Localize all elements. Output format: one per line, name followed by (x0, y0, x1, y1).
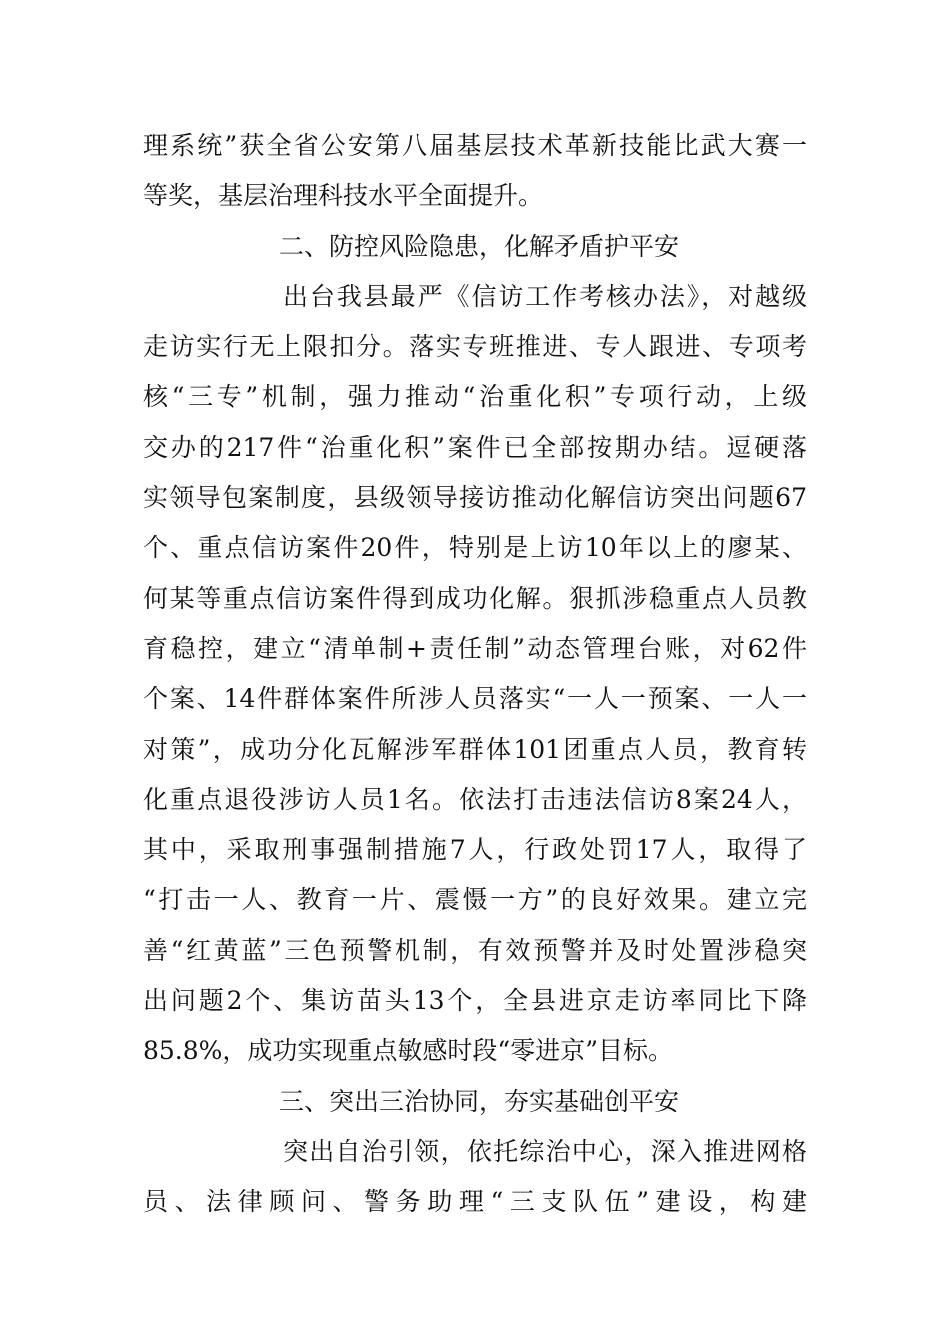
document-body (143, 121, 807, 1228)
section-heading-3: 三、突出三治协同，夯实基础创平安 (279, 1086, 680, 1116)
paragraph-2-line-1: 出台我县最严《信访工作考核办法》，对越级 (283, 281, 807, 311)
paragraph-2-line-4: 交办的217件“治重化积”案件已全部按期办结。逗硬落 (143, 432, 807, 462)
section-heading-2: 二、防控风险隐患，化解矛盾护平安 (279, 231, 680, 261)
paragraph-3-line-1: 突出自治引领，依托综治中心，深入推进网格 (283, 1136, 807, 1166)
paragraph-2-line-13: “打击一人、教育一片、震慑一方”的良好效果。建立完 (143, 885, 807, 915)
paragraph-1-line-2: 等奖，基层治理科技水平全面提升。 (143, 181, 544, 211)
paragraph-2-line-9: 个案、14件群体案件所涉人员落实“一人一预案、一人一 (143, 684, 807, 714)
paragraph-2-line-14: 善“红黄蓝”三色预警机制，有效预警并及时处置涉稳突 (143, 935, 807, 965)
paragraph-2-line-12: 其中，采取刑事强制措施7人，行政处罚17人，取得了 (143, 835, 807, 865)
paragraph-3-line-2: 员、法律顾问、警务助理“三支队伍”建设，构建 (143, 1187, 807, 1217)
paragraph-2-line-11: 化重点退役涉访人员1名。依法打击违法信访8案24人， (143, 784, 807, 814)
paragraph-2-line-16: 85.8%，成功实现重点敏感时段“零进京”目标。 (143, 1036, 673, 1066)
paragraph-2-line-5: 实领导包案制度，县级领导接访推动化解信访突出问题67 (143, 483, 807, 513)
paragraph-2-line-10: 对策”，成功分化瓦解涉军群体101团重点人员，教育转 (143, 734, 807, 764)
paragraph-2-line-2: 走访实行无上限扣分。落实专班推进、专人跟进、专项考 (143, 332, 807, 362)
paragraph-2-line-7: 何某等重点信访案件得到成功化解。狠抓涉稳重点人员教 (143, 583, 807, 613)
paragraph-2-line-6: 个、重点信访案件20件，特别是上访10年以上的廖某、 (143, 533, 807, 563)
paragraph-2-line-15: 出问题2个、集访苗头13个，全县进京走访率同比下降 (143, 986, 807, 1016)
paragraph-2-line-3: 核“三专”机制，强力推动“治重化积”专项行动，上级 (143, 382, 807, 412)
paragraph-1-line-1: 理系统”获全省公安第八届基层技术革新技能比武大赛一 (143, 131, 807, 160)
paragraph-2-line-8: 育稳控，建立“清单制+责任制”动态管理台账，对62件 (143, 633, 807, 663)
